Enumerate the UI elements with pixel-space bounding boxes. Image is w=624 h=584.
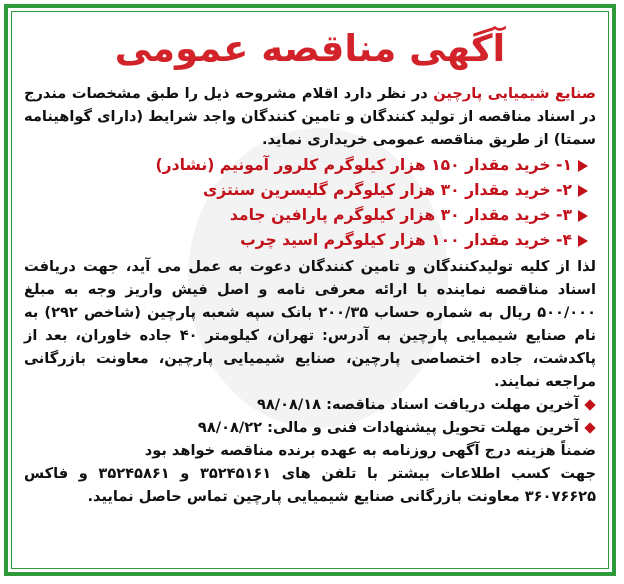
body-paragraph: لذا از کلیه تولیدکنندگان و تامین کنندگان دعوت به عمل می آید، جهت دریافت اسناد مناقصه نماینده با ارائه معرفی نامه و اصل فیش واریز وجه به مبلغ ۵۰۰/۰۰۰ ریال به شماره حساب ۲۰۰/۳۵ بانک سپه شعبه پارچین (شاخص ۲۹۲) به نام صنایع شیمیایی پارچین به آدرس: تهران، کیلومتر ۴۰ جاده خاوران، بعد از پاکدشت، جاده اختصاصی پارچین، صنایع شیمیایی پارچین، معاونت بازرگانی مراجعه نمایند. [24, 258, 597, 390]
ad-frame [4, 4, 616, 576]
ad-title: آگهی مناقصه عمومی [114, 27, 506, 70]
intro-text: در نظر دارد اقلام مشروحه ذیل را طبق مشخصات مندرج در اسناد مناقصه از تولید کنندگان و تامین کنندگان واجد شرایط (دارای گواهینامه سمتا) از طریق مناقصه عمومی خریداری نماید. [24, 85, 596, 148]
deadline-docs [24, 393, 596, 416]
list-item [24, 228, 588, 253]
deadline-text: آخرین مهلت تحویل پیشنهادات فنی و مالی: ۹۸/۰۸/۲۲ [197, 419, 579, 436]
company-name: صنایع شیمیایی پارچین [433, 85, 596, 102]
item-text: ۲- خرید مقدار ۳۰ هزار کیلوگرم گلیسرین سنتزی [203, 181, 572, 199]
note-paragraph: ضمناً هزینه درج آگهی روزنامه به عهده برنده مناقصه خواهد بود [144, 442, 596, 459]
triangle-bullet-icon [578, 185, 588, 197]
item-text: ۴- خرید مقدار ۱۰۰ هزار کیلوگرم اسید چرب [240, 231, 572, 249]
item-text: ۱- خرید مقدار ۱۵۰ هزار کیلوگرم کلرور آمونیم (نشادر) [155, 156, 572, 174]
triangle-bullet-icon [578, 235, 588, 247]
intro-paragraph [24, 82, 596, 151]
deadline-proposals [24, 416, 596, 439]
list-item [24, 178, 588, 203]
item-list [24, 153, 596, 253]
item-text: ۳- خرید مقدار ۳۰ هزار کیلوگرم پارافین جامد [229, 206, 572, 224]
list-item [24, 203, 588, 228]
contact-paragraph: جهت کسب اطلاعات بیشتر با تلفن های ۳۵۲۴۵۱۶۱ و ۳۵۲۴۵۸۶۱ و فاکس ۳۶۰۷۶۶۲۵ معاونت بازرگانی صنایع شیمیایی پارچین تماس حاصل نمایید. [24, 465, 596, 505]
diamond-bullet-icon [584, 399, 595, 410]
list-item [24, 153, 588, 178]
triangle-bullet-icon [578, 160, 588, 172]
deadline-text: آخرین مهلت دریافت اسناد مناقصه: ۹۸/۰۸/۱۸ [256, 396, 579, 413]
ad-content [24, 20, 596, 564]
diamond-bullet-icon [584, 422, 595, 433]
triangle-bullet-icon [578, 210, 588, 222]
